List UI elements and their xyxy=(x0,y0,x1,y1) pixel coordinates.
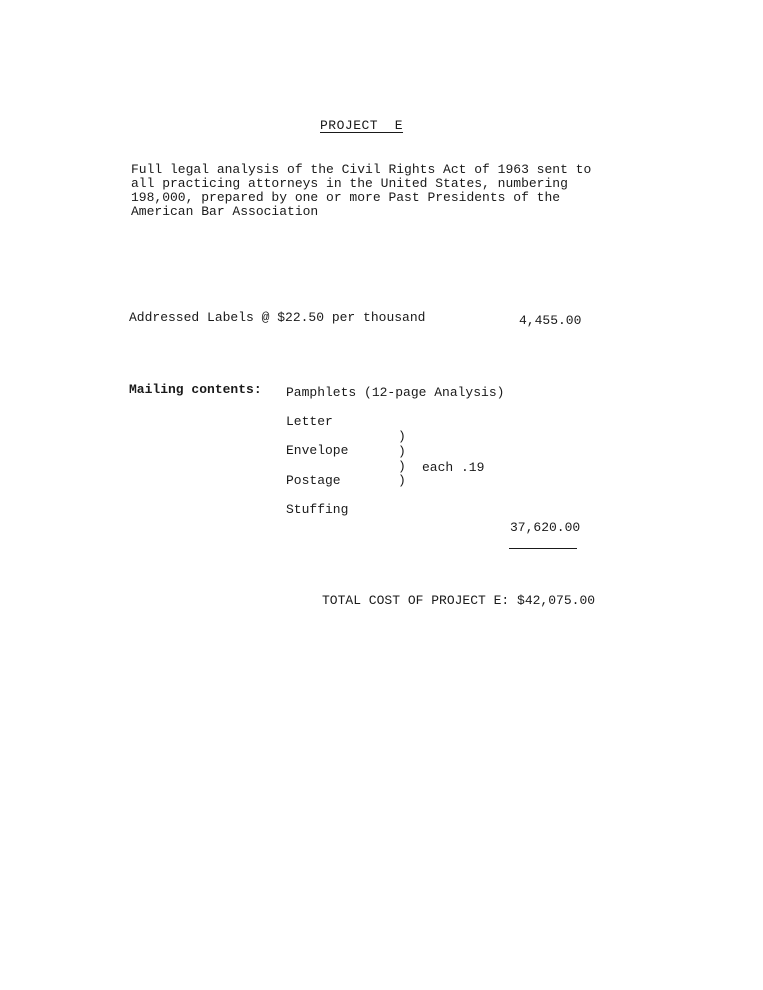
description-line: Full legal analysis of the Civil Rights Act of 1963 sent to xyxy=(131,162,592,177)
mailing-amount: 37,620.00 xyxy=(510,520,581,535)
total-cost-line: TOTAL COST OF PROJECT E: $42,075.00 xyxy=(322,593,596,608)
each-rate: each .19 xyxy=(422,460,485,475)
bracket-paren: ) xyxy=(398,459,406,474)
description-line: 198,000, prepared by one or more Past Presidents of the xyxy=(131,190,561,205)
description-line: American Bar Association xyxy=(131,204,319,219)
document-title: PROJECT E xyxy=(320,118,404,133)
mailing-item-pamphlets: Pamphlets (12-page Analysis) xyxy=(286,385,505,400)
mailing-contents-label: Mailing contents: xyxy=(129,382,262,397)
bracket-paren: ) xyxy=(398,444,406,459)
labels-amount: 4,455.00 xyxy=(519,313,582,328)
mailing-item-stuffing: Stuffing xyxy=(286,502,349,517)
description-line: all practicing attorneys in the United States, numbering xyxy=(131,176,568,191)
labels-line-item: Addressed Labels @ $22.50 per thousand xyxy=(129,310,426,325)
total-rule xyxy=(509,548,577,549)
mailing-item-letter: Letter xyxy=(286,414,333,429)
mailing-item-envelope: Envelope xyxy=(286,443,349,458)
bracket-paren: ) xyxy=(398,429,406,444)
project-description xyxy=(131,163,591,219)
mailing-item-postage: Postage xyxy=(286,473,341,488)
bracket-paren: ) xyxy=(398,473,406,488)
